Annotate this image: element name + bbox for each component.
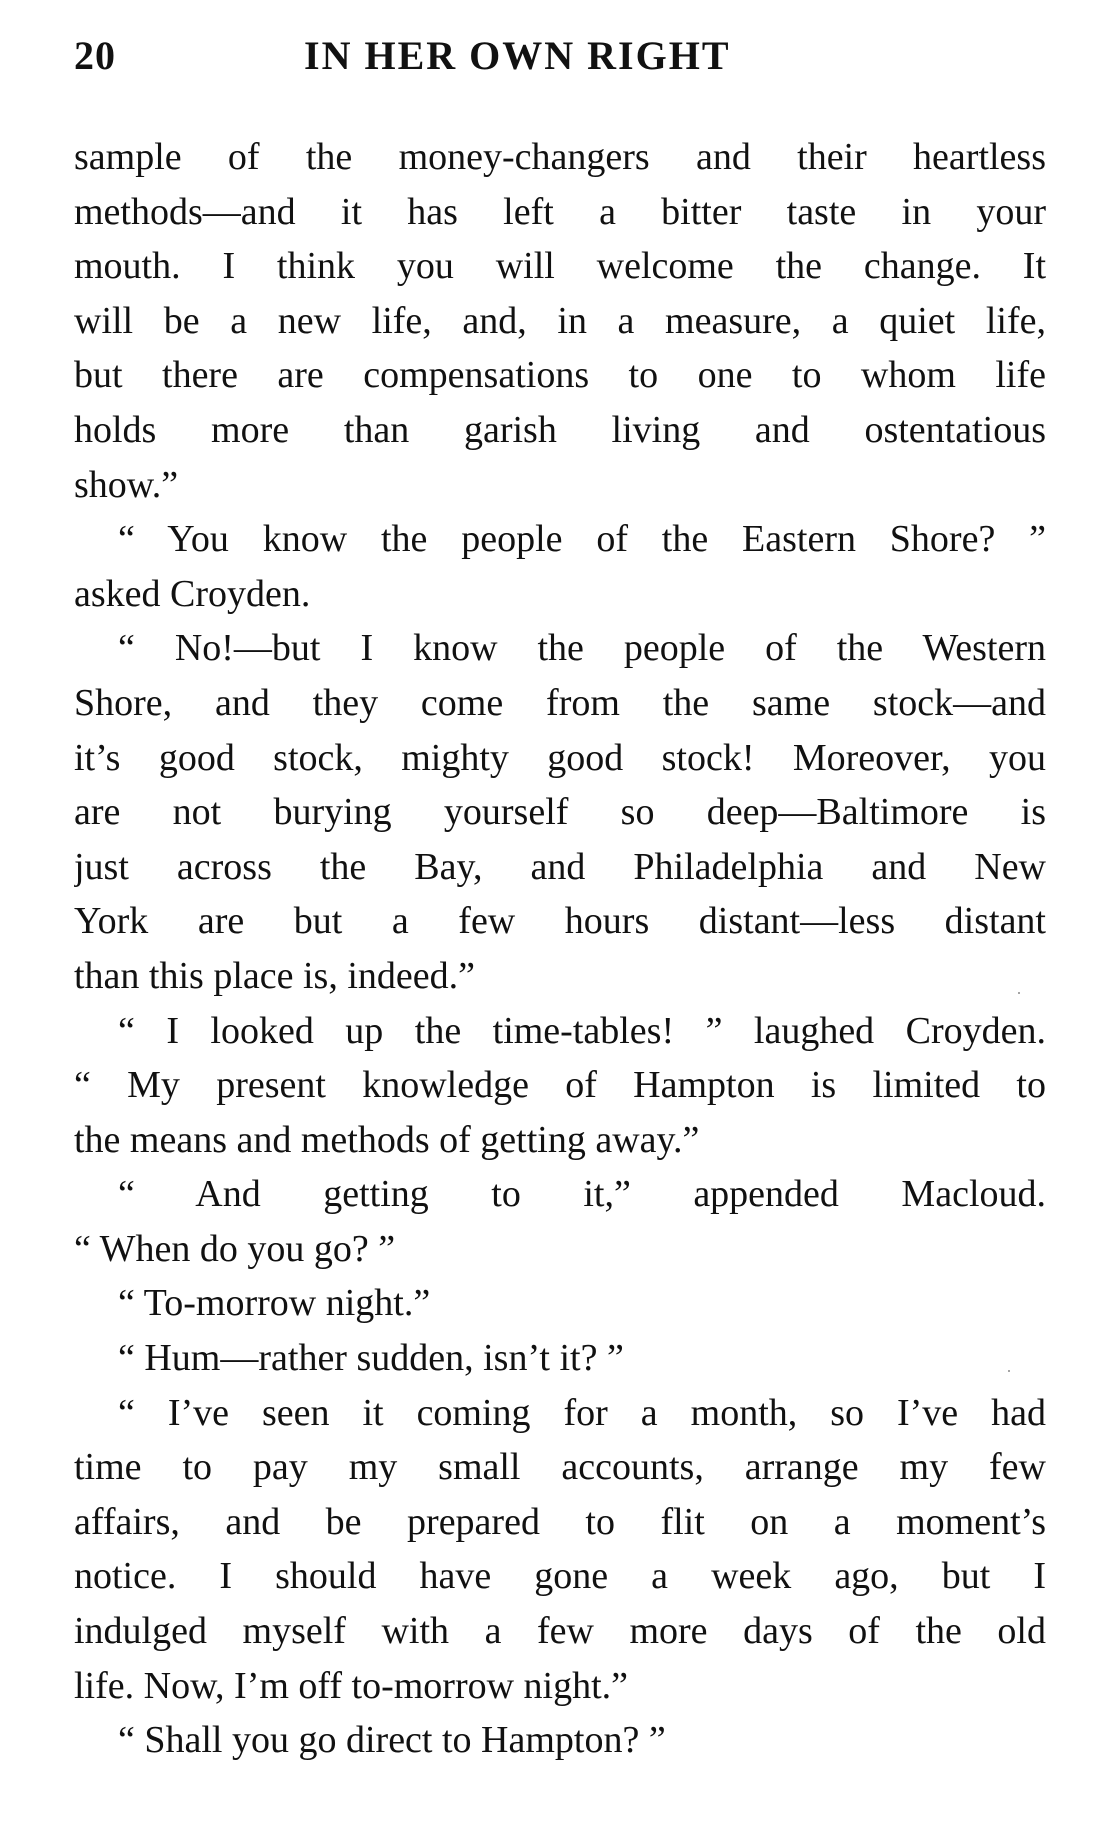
text-line: “ To-morrow night.” xyxy=(118,1282,431,1325)
text-line: “ I’ve seen it coming for a month, so I’ve had xyxy=(118,1391,1046,1434)
text-line: show.” xyxy=(74,463,179,506)
page-number: 20 xyxy=(74,33,116,78)
text-line: “ My present knowledge of Hampton is limited to xyxy=(74,1064,1046,1107)
text-line: life. Now, I’m off to-morrow night.” xyxy=(74,1664,629,1707)
text-line: the means and methods of getting away.” xyxy=(74,1118,700,1161)
text-line: Shore, and they come from the same stock—and xyxy=(74,681,1046,724)
text-line: “ Hum—rather sudden, isn’t it? ” xyxy=(118,1337,624,1380)
text-line: “ You know the people of the Eastern Shore? ” xyxy=(118,518,1046,561)
text-line: indulged myself with a few more days of the old xyxy=(74,1610,1046,1653)
text-line: than this place is, indeed.” xyxy=(74,954,475,997)
body-text xyxy=(74,130,1046,1768)
running-title: IN HER OWN RIGHT xyxy=(304,33,731,78)
text-line: it’s good stock, mighty good stock! Moreover, you xyxy=(74,736,1046,779)
print-speck xyxy=(1018,992,1020,994)
text-line: York are but a few hours distant—less distant xyxy=(74,900,1046,943)
text-line: “ When do you go? ” xyxy=(74,1227,396,1270)
text-line: asked Croyden. xyxy=(74,572,311,615)
text-line: “ Shall you go direct to Hampton? ” xyxy=(118,1719,666,1762)
text-line: will be a new life, and, in a measure, a quiet life, xyxy=(74,299,1046,342)
text-line: “ I looked up the time-tables! ” laughed Croyden. xyxy=(118,1009,1046,1052)
text-line: holds more than garish living and ostentatious xyxy=(74,408,1046,451)
print-speck xyxy=(1008,1370,1010,1372)
text-line: methods—and it has left a bitter taste in your xyxy=(74,190,1046,233)
text-line: affairs, and be prepared to flit on a moment’s xyxy=(74,1500,1046,1543)
text-line: are not burying yourself so deep—Baltimore is xyxy=(74,791,1046,834)
text-line: notice. I should have gone a week ago, but I xyxy=(74,1555,1046,1598)
text-line: just across the Bay, and Philadelphia and New xyxy=(74,845,1046,888)
text-line: “ No!—but I know the people of the Western xyxy=(118,627,1046,670)
text-line: mouth. I think you will welcome the change. It xyxy=(74,245,1046,288)
text-line: but there are compensations to one to whom life xyxy=(74,354,1046,397)
running-head xyxy=(74,32,1064,92)
text-line: sample of the money-changers and their heartless xyxy=(74,136,1046,178)
text-line: time to pay my small accounts, arrange my few xyxy=(74,1446,1046,1489)
text-line: “ And getting to it,” appended Macloud. xyxy=(118,1173,1046,1216)
